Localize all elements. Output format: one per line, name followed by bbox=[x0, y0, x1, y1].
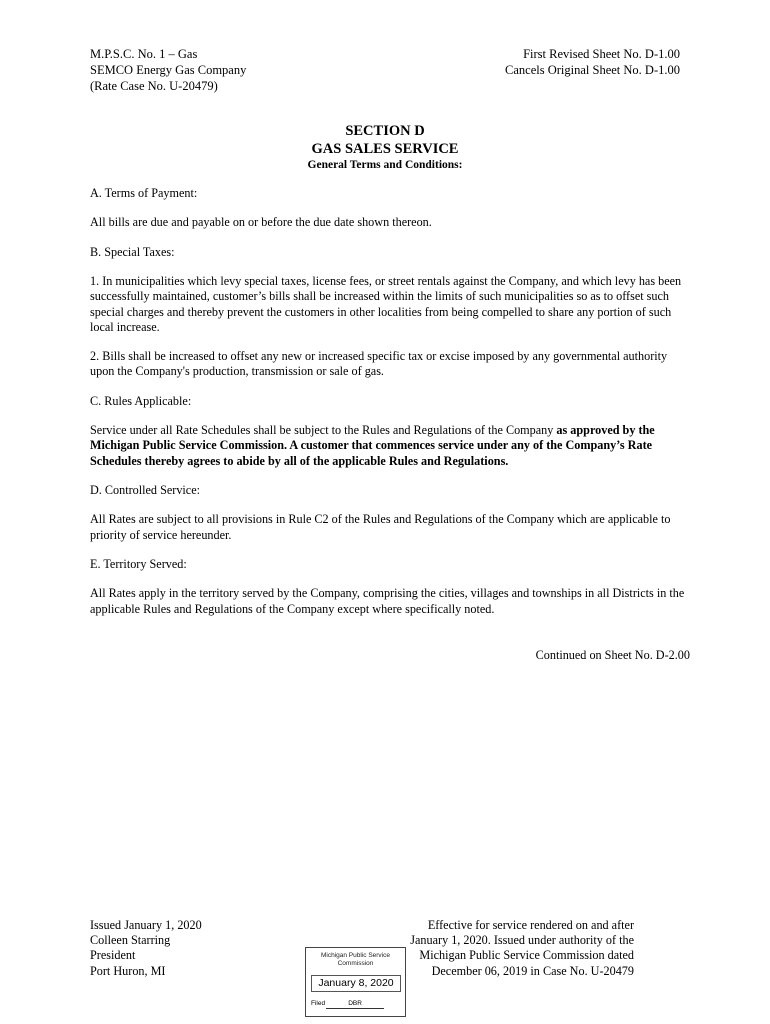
stamp-filed-row bbox=[311, 1000, 384, 1009]
footer-effective-line-4: December 06, 2019 in Case No. U-20479 bbox=[431, 963, 634, 978]
heading-terms-of-payment: A. Terms of Payment: bbox=[90, 186, 198, 200]
header-rate-case: (Rate Case No. U-20479) bbox=[90, 79, 218, 93]
footer-issued-date: Issued January 1, 2020 bbox=[90, 918, 202, 932]
header-sheet-number: First Revised Sheet No. D-1.00 bbox=[523, 47, 680, 61]
section-subtitle: General Terms and Conditions: bbox=[307, 159, 463, 171]
section-label: SECTION D bbox=[345, 123, 425, 139]
header-tariff-number: M.P.S.C. No. 1 – Gas bbox=[90, 47, 198, 61]
paragraph-rules-applicable bbox=[90, 423, 690, 469]
paragraph-special-taxes-2: 2. Bills shall be increased to offset any new or increased specific tax or excise imposed by any governmental authority upon the Company's production, transmission or sale of gas. bbox=[90, 349, 668, 379]
header-company-name: SEMCO Energy Gas Company bbox=[90, 63, 247, 77]
heading-controlled-service: D. Controlled Service: bbox=[90, 482, 201, 497]
paragraph-controlled-service: All Rates are subject to all provisions in Rule C2 of the Rules and Regulations of the Company which are applicable to priority of service hereunder. bbox=[90, 512, 671, 542]
header-left bbox=[90, 46, 246, 94]
footer-issuer-location: Port Huron, MI bbox=[90, 963, 166, 978]
paragraph-territory-served: All Rates apply in the territory served by the Company, comprising the cities, villages and townships in all Districts in the applicable Rules and Regulations of the Company except where specifically noted. bbox=[90, 586, 685, 616]
heading-special-taxes: B. Special Taxes: bbox=[90, 244, 175, 259]
footer-issuer-title: President bbox=[90, 948, 136, 963]
heading-rules-applicable: C. Rules Applicable: bbox=[90, 393, 192, 408]
stamp-filed-by: DBR bbox=[326, 1000, 384, 1009]
footer-issued-block bbox=[90, 918, 202, 979]
stamp-date: January 8, 2020 bbox=[311, 975, 401, 992]
paragraph-terms-of-payment: All bills are due and payable on or before the due date shown thereon. bbox=[90, 215, 432, 230]
commission-filed-stamp bbox=[305, 947, 406, 1017]
continued-note: Continued on Sheet No. D-2.00 bbox=[535, 648, 690, 662]
paragraph-special-taxes-1: 1. In municipalities which levy special taxes, license fees, or street rentals against the Company, and which levy has been successfully maintained, customer’s bills shall be increased within the limits of such municipalities so as to offset such special charges and thereby prevent the customers in other localities from being compelled to share any portion of such local increase. bbox=[90, 274, 682, 334]
rules-text-plain: Service under all Rate Schedules shall be subject to the Rules and Regulations of the Company bbox=[90, 423, 557, 438]
heading-territory-served: E. Territory Served: bbox=[90, 556, 187, 571]
header-right bbox=[505, 46, 680, 78]
footer-effective-line-3: Michigan Public Service Commission dated bbox=[419, 948, 634, 963]
footer-effective-line-1: Effective for service rendered on and after bbox=[427, 918, 634, 932]
header-cancels-sheet: Cancels Original Sheet No. D-1.00 bbox=[505, 63, 680, 77]
stamp-org-line-1: Michigan Public Service bbox=[320, 952, 390, 959]
footer-issuer-name: Colleen Starring bbox=[90, 933, 171, 948]
section-title-block bbox=[0, 122, 770, 173]
section-name: GAS SALES SERVICE bbox=[311, 141, 459, 157]
footer-effective-line-2: January 1, 2020. Issued under authority of the bbox=[410, 933, 634, 948]
stamp-org-line-2: Commission bbox=[337, 960, 374, 967]
stamp-organization bbox=[306, 952, 405, 968]
rules-text-bold: as approved by the Michigan Public Service Commission. A customer that commences service under any of the Company’s Rate Schedules thereby agrees to abide by all of the applicable Rules and Regulations. bbox=[90, 423, 655, 468]
stamp-filed-label: Filed bbox=[311, 1000, 326, 1007]
document-body bbox=[90, 186, 690, 631]
